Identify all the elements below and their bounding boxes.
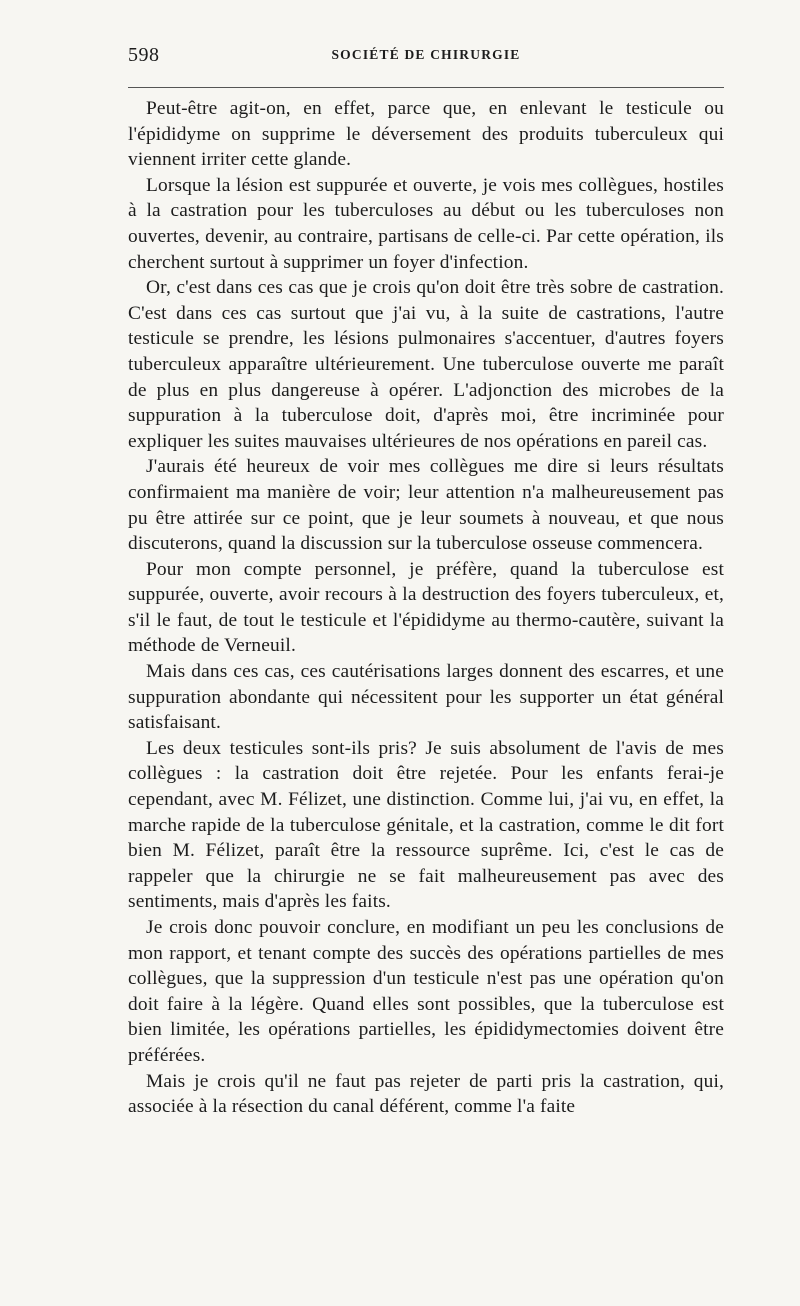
paragraph: Mais dans ces cas, ces cautérisations larges donnent des escarres, et une suppuration abondante qui nécessitent pour les supporter un état général satisfaisant. <box>128 661 724 734</box>
paragraph: Les deux testicules sont-ils pris? Je suis absolument de l'avis de mes collègues : la castration doit être rejetée. Pour les enfants ferai-je cependant, avec M. Félizet, une distinction. Comme lui, j'ai vu, en effet, la marche rapide de la tuberculose génitale, et la castration, comme le dit fort bien M. Félizet, paraît être la ressource suprême. Ici, c'est le cas de rappeler que la chirurgie ne se fait malheureusement pas avec des sentiments, mais d'après les faits. <box>128 737 724 913</box>
running-title: SOCIÉTÉ DE CHIRURGIE <box>331 47 521 62</box>
paragraph: J'aurais été heureux de voir mes collègues me dire si leurs résultats confirmaient ma manière de voir; leur attention n'a malheureusement pas pu être attirée sur ce point, que je leur soumets à nouveau, et que nous discuterons, quand la discussion sur la tuberculose osseuse commencera. <box>128 456 724 555</box>
paragraph: Mais je crois qu'il ne faut pas rejeter de parti pris la castration, qui, associée à la résection du canal déférent, comme l'a faite <box>128 1070 724 1118</box>
paragraph: Lorsque la lésion est suppurée et ouverte, je vois mes collègues, hostiles à la castration pour les tuberculoses au début ou les tuberculoses non ouvertes, devenir, au contraire, partisans de celle-ci. Par cette opération, ils cherchent surtout à supprimer un foyer d'infection. <box>128 174 724 273</box>
paragraph: Je crois donc pouvoir conclure, en modifiant un peu les conclusions de mon rapport, et tenant compte des succès des opérations partielles de mes collègues, que la suppression d'un testicule n'est pas une opération qu'on doit faire à la légère. Quand elles sont possibles, que la tuberculose est bien limitée, les opérations partielles, les épididymectomies doivent être préférées. <box>128 917 724 1066</box>
page-number: 598 <box>128 44 160 66</box>
header-rule <box>128 87 724 88</box>
running-head <box>128 44 724 74</box>
paragraph: Pour mon compte personnel, je préfère, quand la tuberculose est suppurée, ouverte, avoir recours à la destruction des foyers tuberculeux, et, s'il le faut, de tout le testicule et l'épididyme au thermo-cautère, suivant la méthode de Verneuil. <box>128 558 724 657</box>
paragraph: Peut-être agit-on, en effet, parce que, en enlevant le testicule ou l'épididyme on supprime le déversement des produits tuberculeux qui viennent irriter cette glande. <box>128 98 724 171</box>
body-text <box>128 96 724 1120</box>
paragraph: Or, c'est dans ces cas que je crois qu'on doit être très sobre de castration. C'est dans ces cas surtout que j'ai vu, à la suite de castrations, l'autre testicule se prendre, les lésions pulmonaires s'accentuer, d'autres foyers tuberculeux apparaître ultérieurement. Une tuberculose ouverte me paraît de plus en plus dangereuse à opérer. L'adjonction des microbes de la suppuration à la tuberculose doit, d'après moi, être incriminée pour expliquer les suites mauvaises ultérieures de nos opérations en pareil cas. <box>128 277 724 452</box>
